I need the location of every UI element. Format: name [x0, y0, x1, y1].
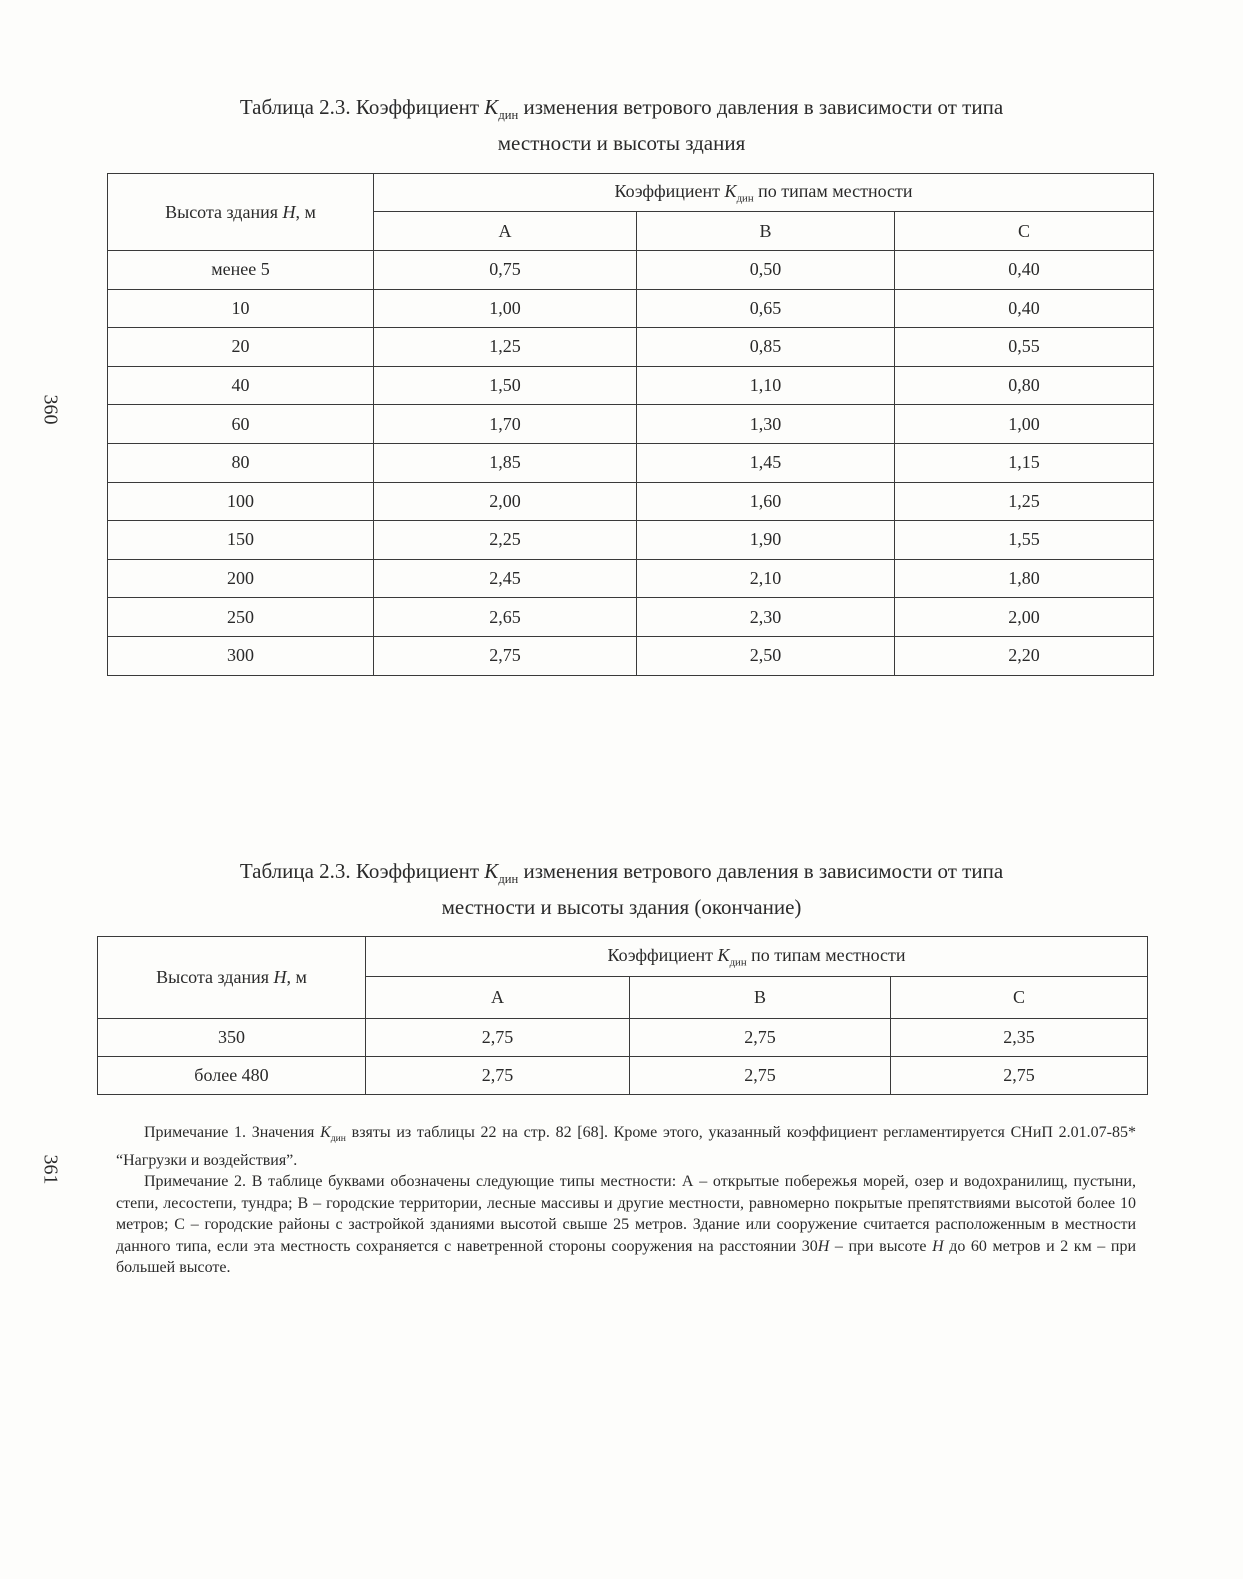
caption-line2: местности и высоты здания [497, 131, 746, 156]
value-cell-b: 1,45 [637, 443, 895, 482]
table-row [108, 366, 1154, 405]
value-cell-c: 0,40 [895, 251, 1154, 290]
k-symbol: $K_{дин}$ [484, 859, 519, 887]
value-cell-c: 1,55 [895, 521, 1154, 560]
column-header-c: C [891, 977, 1148, 1019]
value-cell-c: 1,15 [895, 443, 1154, 482]
caption-text: Таблица 2.3. Коэффициент [239, 859, 485, 883]
coefficient-group-header: Коэффициент $K_{дин}$ по типам местности [374, 174, 1154, 212]
table-row [98, 1019, 1148, 1057]
coefficient-table-2 [97, 936, 1148, 1095]
height-cell: 40 [108, 366, 374, 405]
table-row [108, 598, 1154, 637]
height-cell: 200 [108, 559, 374, 598]
value-cell-c: 0,80 [895, 366, 1154, 405]
table-row [108, 443, 1154, 482]
value-cell-c: 1,80 [895, 559, 1154, 598]
coefficient-group-header: Коэффициент $K_{дин}$ по типам местности [366, 937, 1148, 977]
caption-text: Таблица 2.3. Коэффициент [239, 95, 485, 119]
value-cell-c: 2,20 [895, 636, 1154, 675]
value-cell-b: 0,50 [637, 251, 895, 290]
height-cell: 20 [108, 328, 374, 367]
value-cell-c: 2,35 [891, 1019, 1148, 1057]
value-cell-b: 0,85 [637, 328, 895, 367]
table-row [108, 251, 1154, 290]
column-header-a: A [374, 212, 637, 251]
height-cell: 150 [108, 521, 374, 560]
value-cell-c: 2,75 [891, 1057, 1148, 1095]
height-cell: 10 [108, 289, 374, 328]
value-cell-b: 1,90 [637, 521, 895, 560]
value-cell-a: 2,45 [374, 559, 637, 598]
page-number-361: 361 [39, 1154, 62, 1185]
height-cell: 100 [108, 482, 374, 521]
value-cell-c: 2,00 [895, 598, 1154, 637]
caption-text: изменения ветрового давления в зависимости от типа [518, 859, 1004, 883]
value-cell-b: 2,10 [637, 559, 895, 598]
caption-line2: местности и высоты здания (окончание) [441, 895, 802, 920]
height-cell: 60 [108, 405, 374, 444]
k-symbol: $K_{дин}$ [484, 95, 519, 123]
value-cell-a: 1,70 [374, 405, 637, 444]
value-cell-a: 1,85 [374, 443, 637, 482]
value-cell-a: 1,00 [374, 289, 637, 328]
height-column-header: Высота здания H, м [108, 174, 374, 251]
table-row [108, 328, 1154, 367]
value-cell-c: 0,40 [895, 289, 1154, 328]
column-header-a: A [366, 977, 630, 1019]
table-row [108, 482, 1154, 521]
value-cell-a: 2,00 [374, 482, 637, 521]
value-cell-a: 1,25 [374, 328, 637, 367]
table-row [98, 1057, 1148, 1095]
value-cell-a: 2,65 [374, 598, 637, 637]
height-cell: 300 [108, 636, 374, 675]
value-cell-a: 2,75 [366, 1057, 630, 1095]
value-cell-a: 2,25 [374, 521, 637, 560]
value-cell-a: 2,75 [366, 1019, 630, 1057]
height-cell: 350 [98, 1019, 366, 1057]
value-cell-c: 1,00 [895, 405, 1154, 444]
value-cell-b: 1,10 [637, 366, 895, 405]
value-cell-b: 2,50 [637, 636, 895, 675]
height-cell: 250 [108, 598, 374, 637]
column-header-c: C [895, 212, 1154, 251]
column-header-b: B [637, 212, 895, 251]
value-cell-b: 2,30 [637, 598, 895, 637]
caption-text: изменения ветрового давления в зависимости от типа [518, 95, 1004, 119]
coefficient-table-1 [107, 173, 1154, 676]
table-row [108, 636, 1154, 675]
value-cell-b: 0,65 [637, 289, 895, 328]
notes-block [116, 1122, 1136, 1279]
table-row [108, 521, 1154, 560]
height-cell: менее 5 [108, 251, 374, 290]
value-cell-a: 0,75 [374, 251, 637, 290]
value-cell-b: 1,30 [637, 405, 895, 444]
value-cell-c: 0,55 [895, 328, 1154, 367]
height-cell: 80 [108, 443, 374, 482]
table-row [108, 559, 1154, 598]
value-cell-a: 1,50 [374, 366, 637, 405]
table-row [108, 289, 1154, 328]
table-row [108, 405, 1154, 444]
height-cell: более 480 [98, 1057, 366, 1095]
note-1: Примечание 1. Значения $K_{дин}$ взяты из таблицы 22 на стр. 82 [68]. Кроме этого, указанный коэффициент регламентируется СНиП 2.01.07-85* “Нагрузки и воздействия”. [116, 1124, 1137, 1169]
height-column-header: Высота здания H, м [98, 937, 366, 1019]
note-2: Примечание 2. В таблице буквами обозначены следующие типы местности: А – открытые побережья морей, озер и водохранилищ, пустыни, степи, лесостепи, тундра; В – городские территории, лесные массивы и другие местности, равномерно покрытые препятствиями высотой более 10 метров; С – городские районы с застройкой зданиями высотой свыше 25 метров. Здание или сооружение считается расположенным в местности данного типа, если эта местность сохраняется с наветренной стороны сооружения на расстоянии 30H – при высоте H до 60 метров и 2 км – при большей высоте. [116, 1173, 1137, 1277]
page-number-360: 360 [39, 394, 62, 425]
value-cell-b: 2,75 [630, 1057, 891, 1095]
table2-caption [0, 857, 1243, 921]
column-header-b: B [630, 977, 891, 1019]
value-cell-b: 2,75 [630, 1019, 891, 1057]
value-cell-c: 1,25 [895, 482, 1154, 521]
value-cell-b: 1,60 [637, 482, 895, 521]
table1-caption [0, 93, 1243, 157]
value-cell-a: 2,75 [374, 636, 637, 675]
